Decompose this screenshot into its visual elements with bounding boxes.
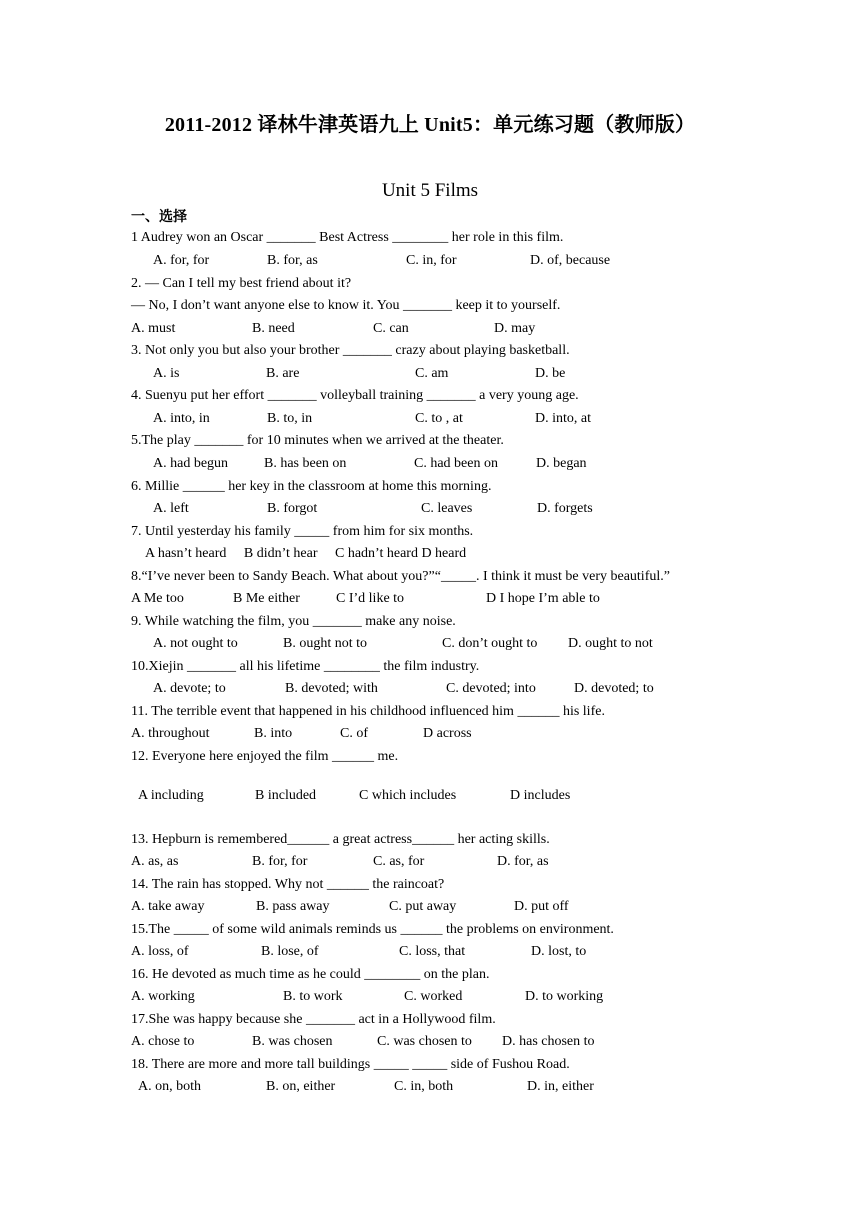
question-9-option-a: A. not ought to bbox=[153, 636, 238, 651]
question-12-option-a: A including bbox=[138, 788, 204, 803]
question-18-option-c: C. in, both bbox=[394, 1079, 454, 1094]
question-9-stem: 9. While watching the film, you _______ make any noise. bbox=[131, 614, 456, 629]
question-6-stem: 6. Millie ______ her key in the classroom at home this morning. bbox=[131, 479, 492, 494]
question-16-option-c: C. worked bbox=[404, 989, 463, 1004]
question-1-option-b: B. for, as bbox=[267, 253, 318, 268]
question-4-option-a: A. into, in bbox=[153, 411, 210, 426]
question-2-stem-reply: — No, I don’t want anyone else to know it. You _______ keep it to yourself. bbox=[131, 298, 561, 313]
question-3-stem: 3. Not only you but also your brother _______ crazy about playing basketball. bbox=[131, 343, 570, 358]
question-2-option-c: C. can bbox=[373, 321, 409, 336]
question-5-option-b: B. has been on bbox=[264, 456, 347, 471]
question-3-option-a: A. is bbox=[153, 366, 180, 381]
question-3-option-b: B. are bbox=[266, 366, 300, 381]
question-18-option-d: D. in, either bbox=[527, 1079, 594, 1094]
question-5-option-a: A. had begun bbox=[153, 456, 229, 471]
question-8-option-a: A Me too bbox=[131, 591, 184, 606]
question-16-option-d: D. to working bbox=[525, 989, 604, 1004]
question-18-stem: 18. There are more and more tall buildings _____ _____ side of Fushou Road. bbox=[131, 1057, 570, 1072]
question-7-options: A hasn’t heard B didn’t hear C hadn’t heard D heard bbox=[145, 546, 467, 561]
question-11-option-a: A. throughout bbox=[131, 726, 210, 741]
question-4-option-b: B. to, in bbox=[267, 411, 313, 426]
question-17-stem: 17.She was happy because she _______ act in a Hollywood film. bbox=[131, 1012, 496, 1027]
question-4-stem: 4. Suenyu put her effort _______ volleyball training _______ a very young age. bbox=[131, 388, 579, 403]
question-4-option-d: D. into, at bbox=[535, 411, 591, 426]
question-4-option-c: C. to , at bbox=[415, 411, 463, 426]
question-9-option-d: D. ought to not bbox=[568, 636, 653, 651]
question-6-option-b: B. forgot bbox=[267, 501, 318, 516]
question-13-option-d: D. for, as bbox=[497, 854, 549, 869]
question-17-option-a: A. chose to bbox=[131, 1034, 195, 1049]
unit-title: Unit 5 Films bbox=[381, 180, 479, 201]
question-5-option-d: D. began bbox=[536, 456, 587, 471]
question-15-option-c: C. loss, that bbox=[399, 944, 466, 959]
question-14-option-d: D. put off bbox=[514, 899, 569, 914]
question-3-option-c: C. am bbox=[415, 366, 449, 381]
question-8-stem: 8.“I’ve never been to Sandy Beach. What about you?”“_____. I think it must be very beautiful.” bbox=[131, 569, 670, 584]
question-16-option-b: B. to work bbox=[283, 989, 343, 1004]
question-5-option-c: C. had been on bbox=[414, 456, 498, 471]
question-14-option-a: A. take away bbox=[131, 899, 205, 914]
question-13-option-a: A. as, as bbox=[131, 854, 179, 869]
question-18-option-b: B. on, either bbox=[266, 1079, 336, 1094]
question-6-option-c: C. leaves bbox=[421, 501, 473, 516]
question-13-option-c: C. as, for bbox=[373, 854, 425, 869]
question-3-option-d: D. be bbox=[535, 366, 566, 381]
question-10-option-b: B. devoted; with bbox=[285, 681, 378, 696]
question-8-option-c: C I’d like to bbox=[336, 591, 405, 606]
question-2-option-a: A. must bbox=[131, 321, 176, 336]
question-10-option-a: A. devote; to bbox=[153, 681, 226, 696]
question-18-option-a: A. on, both bbox=[138, 1079, 201, 1094]
question-10-stem: 10.Xiejin _______ all his lifetime ________ the film industry. bbox=[131, 659, 480, 674]
question-7-stem: 7. Until yesterday his family _____ from him for six months. bbox=[131, 524, 474, 539]
question-15-option-a: A. loss, of bbox=[131, 944, 189, 959]
question-17-option-c: C. was chosen to bbox=[377, 1034, 472, 1049]
question-5-stem: 5.The play _______ for 10 minutes when we arrived at the theater. bbox=[131, 433, 504, 448]
question-1-option-c: C. in, for bbox=[406, 253, 457, 268]
question-16-option-a: A. working bbox=[131, 989, 195, 1004]
question-12-option-d: D includes bbox=[510, 788, 571, 803]
question-15-option-b: B. lose, of bbox=[261, 944, 319, 959]
document-title: 2011-2012 译林牛津英语九上 Unit5：单元练习题（教师版） bbox=[164, 114, 696, 136]
question-11-option-b: B. into bbox=[254, 726, 293, 741]
question-13-stem: 13. Hepburn is remembered______ a great actress______ her acting skills. bbox=[131, 832, 550, 847]
question-15-option-d: D. lost, to bbox=[531, 944, 587, 959]
question-1-option-d: D. of, because bbox=[530, 253, 611, 268]
question-12-stem: 12. Everyone here enjoyed the film ______ me. bbox=[131, 749, 399, 764]
question-11-option-d: D across bbox=[423, 726, 472, 741]
question-2-stem: 2. — Can I tell my best friend about it? bbox=[131, 276, 352, 291]
question-14-stem: 14. The rain has stopped. Why not ______ the raincoat? bbox=[131, 877, 445, 892]
section-heading: 一、选择 bbox=[131, 210, 187, 225]
question-10-option-c: C. devoted; into bbox=[446, 681, 536, 696]
question-17-option-b: B. was chosen bbox=[252, 1034, 333, 1049]
question-14-option-c: C. put away bbox=[389, 899, 457, 914]
question-1-option-a: A. for, for bbox=[153, 253, 210, 268]
question-12-option-b: B included bbox=[255, 788, 317, 803]
question-8-option-d: D I hope I’m able to bbox=[486, 591, 600, 606]
question-1-stem: 1 Audrey won an Oscar _______ Best Actress ________ her role in this film. bbox=[131, 230, 564, 245]
question-9-option-b: B. ought not to bbox=[283, 636, 368, 651]
question-11-stem: 11. The terrible event that happened in his childhood influenced him ______ his life. bbox=[131, 704, 605, 719]
question-14-option-b: B. pass away bbox=[256, 899, 330, 914]
question-17-option-d: D. has chosen to bbox=[502, 1034, 595, 1049]
question-13-option-b: B. for, for bbox=[252, 854, 308, 869]
question-6-option-a: A. left bbox=[153, 501, 189, 516]
question-16-stem: 16. He devoted as much time as he could ________ on the plan. bbox=[131, 967, 490, 982]
question-15-stem: 15.The _____ of some wild animals reminds us ______ the problems on environment. bbox=[131, 922, 614, 937]
question-12-option-c: C which includes bbox=[359, 788, 457, 803]
question-9-option-c: C. don’t ought to bbox=[442, 636, 538, 651]
question-2-option-d: D. may bbox=[494, 321, 536, 336]
question-6-option-d: D. forgets bbox=[537, 501, 593, 516]
question-11-option-c: C. of bbox=[340, 726, 368, 741]
question-2-option-b: B. need bbox=[252, 321, 295, 336]
question-8-option-b: B Me either bbox=[233, 591, 300, 606]
question-10-option-d: D. devoted; to bbox=[574, 681, 654, 696]
